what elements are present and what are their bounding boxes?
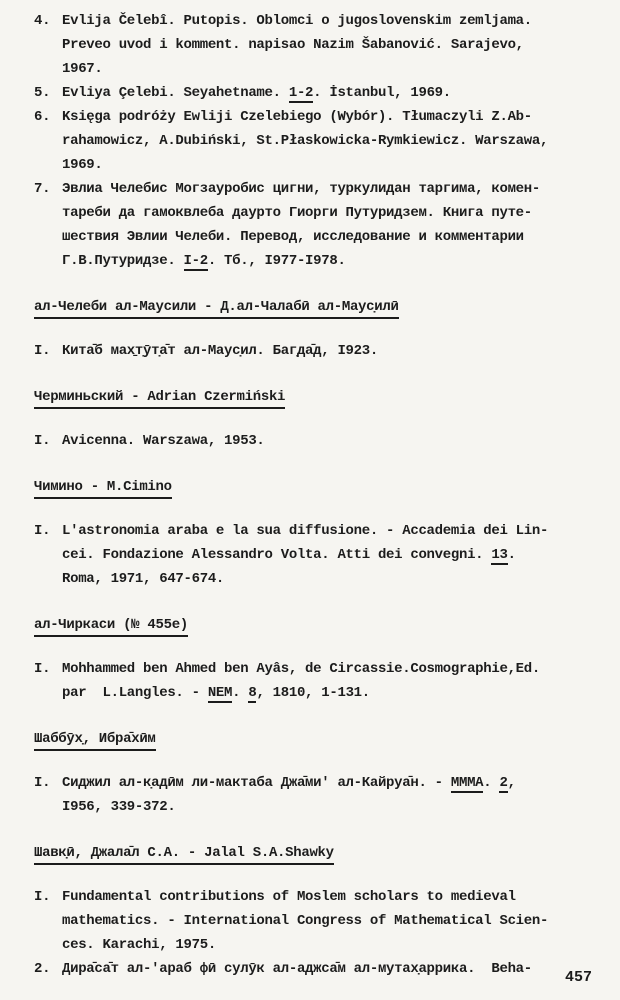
entry-text-segment: тареби да гамоквлеба даурто Гиорги Путуридзем. Книга путе-	[62, 205, 532, 221]
section-heading	[34, 841, 594, 865]
entry-number: I.	[34, 523, 51, 539]
entry-line	[62, 429, 594, 453]
bibliography-entry	[34, 657, 594, 705]
entry-text-segment: Дира̄са̄т ал-'араб фӣ сулӯк ал-аджса̄м ал-мутах̣аррика. Beha-	[62, 961, 532, 977]
section-heading	[34, 727, 594, 751]
entry-number: 6.	[34, 109, 51, 125]
entry-line	[62, 9, 594, 33]
section-heading	[34, 385, 594, 409]
section-heading-text: Чимино - M.Cimino	[34, 479, 172, 499]
entry-number: I.	[34, 661, 51, 677]
entry-line	[62, 129, 594, 153]
underlined-volume: 1-2	[288, 85, 314, 101]
entry-number: I.	[34, 343, 51, 359]
entry-line	[62, 201, 594, 225]
entry-text-segment: Evliya Çelebi. Seyahetname.	[62, 85, 289, 101]
entry-line	[62, 153, 594, 177]
entry-text-segment: Эвлиа Челебис Могзауробис цигни, туркулидан таргима, комен-	[62, 181, 540, 197]
section-heading-text: Шаббӯх̣, Ибра̄хӣм	[34, 731, 156, 751]
entry-body	[62, 429, 594, 453]
entry-text-segment: . Тб., I977-I978.	[207, 253, 346, 269]
entry-number: I.	[34, 433, 51, 449]
entry-text-segment: par L.Langles. -	[62, 685, 208, 701]
entry-text-segment: L'astronomia araba e la sua diffusione. - Accademia dei Lin-	[62, 523, 549, 539]
entry-number: 2.	[34, 961, 51, 977]
entry-body	[62, 339, 594, 363]
entry-body	[62, 885, 594, 957]
entry-text-segment: Roma, 1971, 647-674.	[62, 571, 225, 587]
entry-line	[62, 81, 594, 105]
entry-line	[62, 909, 594, 933]
entry-text-segment: шествия Эвлии Челеби. Перевод, исследование и комментарии	[62, 229, 524, 245]
underlined-journal: MMMA	[450, 775, 484, 791]
entry-number: 4.	[34, 13, 51, 29]
entry-line	[62, 681, 594, 705]
entry-body	[62, 771, 594, 819]
entry-text-segment: cei. Fondazione Alessandro Volta. Atti dei convegni.	[62, 547, 492, 563]
bibliography-entry	[34, 429, 594, 453]
section-heading-text: Черминьский - Adrian Czermiński	[34, 389, 285, 409]
entry-text-segment: Fundamental contributions of Moslem scholars to medieval	[62, 889, 516, 905]
entry-text-segment: I956, 339-372.	[62, 799, 176, 815]
entry-line	[62, 543, 594, 567]
underlined-volume: 13	[491, 547, 508, 563]
entry-line	[62, 225, 594, 249]
bibliography-entry	[34, 771, 594, 819]
entry-text-segment: mathematics. - International Congress of Mathematical Scien-	[62, 913, 549, 929]
entry-text-segment: 1967.	[62, 61, 103, 77]
underlined-journal: NEM	[207, 685, 233, 701]
section-heading	[34, 295, 594, 319]
bibliography-entry	[34, 957, 594, 981]
entry-text-segment: ces. Karachi, 1975.	[62, 937, 216, 953]
entry-body	[62, 105, 594, 177]
entry-line	[62, 771, 594, 795]
entry-text-segment: .	[483, 775, 500, 791]
bibliography-entry	[34, 339, 594, 363]
bibliography-entry	[34, 519, 594, 591]
underlined-volume: I-2	[183, 253, 208, 269]
bibliography-entry	[34, 9, 594, 81]
entry-text-segment: .	[232, 685, 249, 701]
section-heading-text: ал-Челеби ал-Маусили - Д.ал-Чалабӣ ал-Маус̣илӣ	[34, 299, 399, 319]
entry-line	[62, 933, 594, 957]
bibliography-entry	[34, 81, 594, 105]
entry-number: I.	[34, 889, 51, 905]
bibliography-entry	[34, 105, 594, 177]
entry-text-segment: Księga podróży Ewliji Czelebiego (Wybór). Tłumaczyli Z.Ab-	[62, 109, 532, 125]
entry-text-segment: Сиджил ал-к̣адӣм ли-мактаба Джа̄ми' ал-Кайруа̄н. -	[62, 775, 451, 791]
entry-line	[62, 795, 594, 819]
entry-line	[62, 957, 594, 981]
entry-line	[62, 657, 594, 681]
entry-number: I.	[34, 775, 51, 791]
section-heading-text: Шавк̣ӣ, Джала̄л С.А. - Jalal S.A.Shawky	[34, 845, 334, 865]
entry-text-segment: Avicenna. Warszawa, 1953.	[62, 433, 265, 449]
entry-line	[62, 249, 594, 273]
entry-text-segment: Mohhammed ben Ahmed ben Ayâs, de Circassie.Cosmographie,Ed.	[62, 661, 540, 677]
entry-body	[62, 9, 594, 81]
bibliography-entry	[34, 177, 594, 273]
entry-line	[62, 33, 594, 57]
underlined-volume: 8	[248, 685, 257, 701]
underlined-volume: 2	[499, 775, 508, 791]
entry-line	[62, 567, 594, 591]
entry-text-segment: 1969.	[62, 157, 103, 173]
entry-body	[62, 177, 594, 273]
section-heading-text: ал-Чиркаси (№ 455e)	[34, 617, 188, 637]
entry-text-segment: rahamowicz, A.Dubiński, St.Płaskowicka-Rymkiewicz. Warszawa,	[62, 133, 549, 149]
entry-number: 7.	[34, 181, 51, 197]
entry-text-segment: .	[507, 547, 516, 563]
entry-text-segment: Г.В.Путуридзе.	[62, 253, 184, 269]
entry-text-segment: ,	[507, 775, 516, 791]
entry-line	[62, 519, 594, 543]
entry-line	[62, 885, 594, 909]
entry-body	[62, 957, 594, 981]
entry-text-segment: . İstanbul, 1969.	[313, 85, 451, 101]
entry-body	[62, 81, 594, 105]
page-number: 457	[564, 969, 592, 986]
section-heading	[34, 613, 594, 637]
entry-text-segment: Evlija Čelebî. Putopis. Oblomci o jugoslovenskim zemljama.	[62, 13, 532, 29]
entry-text-segment: Кита̄б мах̱т̣ӯт̣а̄т ал-Маус̣ил. Баг̣да̄д, I923.	[62, 343, 378, 359]
section-heading	[34, 475, 594, 499]
bibliography-entry	[34, 885, 594, 957]
entry-line	[62, 339, 594, 363]
entry-line	[62, 57, 594, 81]
entry-number: 5.	[34, 85, 51, 101]
entry-line	[62, 177, 594, 201]
entry-text-segment: , 1810, 1-131.	[256, 685, 370, 701]
entry-text-segment: Preveo uvod i komment. napisao Nazim Šabanović. Sarajevo,	[62, 37, 524, 53]
entry-line	[62, 105, 594, 129]
entry-body	[62, 657, 594, 705]
entry-body	[62, 519, 594, 591]
